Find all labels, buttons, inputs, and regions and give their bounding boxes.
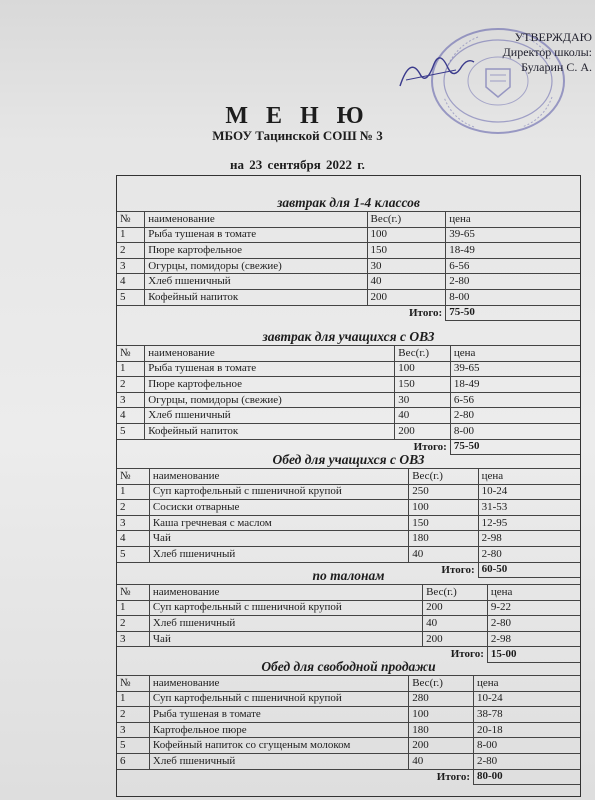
header-num: №	[117, 585, 149, 601]
approval-heading: УТВЕРЖДАЮ	[514, 30, 592, 44]
row-price: 39-65	[450, 361, 580, 377]
menu-table	[117, 584, 580, 663]
total-label: Итого:	[450, 648, 484, 661]
row-num: 3	[117, 515, 149, 531]
table-row	[117, 258, 580, 274]
row-price: 12-95	[478, 515, 580, 531]
row-dish-name: Хлеб пшеничный	[145, 408, 395, 424]
row-price: 39-65	[446, 227, 580, 243]
table-row	[117, 227, 580, 243]
row-price: 6-56	[450, 392, 580, 408]
row-dish-name: Огурцы, помидоры (свежие)	[145, 258, 367, 274]
approval-position: Директор школы:	[502, 45, 592, 59]
table-header-row	[117, 585, 580, 601]
row-num: 3	[117, 722, 149, 738]
table-header-row	[117, 469, 580, 485]
table-row	[117, 600, 580, 616]
row-dish-name: Картофельное пюре	[149, 722, 408, 738]
row-dish-name: Рыба тушеная в томате	[145, 227, 367, 243]
row-price: 2-80	[446, 274, 580, 290]
row-dish-name: Огурцы, помидоры (свежие)	[145, 392, 395, 408]
row-num: 2	[117, 377, 145, 393]
row-weight: 200	[423, 600, 488, 616]
table-row	[117, 691, 580, 707]
row-dish-name: Кофейный напиток со сгущеным молоком	[149, 738, 408, 754]
section-title: завтрак для 1-4 классов	[117, 176, 580, 212]
table-row	[117, 631, 580, 647]
header-name: наименование	[149, 469, 408, 485]
header-weight: Вес(г.)	[367, 212, 446, 228]
school-name: МБОУ Тацинской СОШ № 3	[212, 128, 383, 143]
table-row	[117, 707, 580, 723]
row-weight: 250	[409, 484, 478, 500]
row-dish-name: Сосиски отварные	[149, 500, 408, 516]
row-weight: 40	[409, 753, 474, 769]
row-weight: 40	[423, 616, 488, 632]
header-weight: Вес(г.)	[409, 676, 474, 692]
row-dish-name: Чай	[149, 531, 408, 547]
row-num: 4	[117, 531, 149, 547]
header-weight: Вес(г.)	[395, 346, 451, 362]
menu-table	[117, 211, 580, 321]
row-weight: 100	[395, 361, 451, 377]
row-price: 18-49	[450, 377, 580, 393]
section-title: по талонам	[117, 568, 580, 585]
row-dish-name: Пюре картофельное	[145, 243, 367, 259]
row-weight: 40	[367, 274, 446, 290]
row-price: 2-80	[474, 753, 581, 769]
row-num: 4	[117, 274, 145, 290]
table-header-row	[117, 346, 580, 362]
section-title: Обед для учащихся с ОВЗ	[117, 446, 580, 469]
row-weight: 200	[367, 289, 446, 305]
row-num: 3	[117, 392, 145, 408]
row-weight: 180	[409, 531, 478, 547]
total-value: 15-00	[487, 647, 580, 663]
total-value: 75-50	[446, 305, 580, 321]
row-weight: 280	[409, 691, 474, 707]
table-row	[117, 500, 580, 516]
header-num: №	[117, 676, 149, 692]
table-row	[117, 408, 580, 424]
menu-frame	[116, 175, 581, 797]
table-row	[117, 531, 580, 547]
table-row	[117, 722, 580, 738]
row-num: 1	[117, 484, 149, 500]
row-weight: 40	[395, 408, 451, 424]
row-dish-name: Рыба тушеная в томате	[149, 707, 408, 723]
row-weight: 100	[409, 500, 478, 516]
row-num: 5	[117, 289, 145, 305]
table-row	[117, 546, 580, 562]
table-row	[117, 274, 580, 290]
row-num: 3	[117, 258, 145, 274]
row-num: 4	[117, 408, 145, 424]
table-row	[117, 753, 580, 769]
row-price: 38-78	[474, 707, 581, 723]
header-price: цена	[487, 585, 580, 601]
row-weight: 150	[409, 515, 478, 531]
menu-table	[117, 675, 580, 785]
header-num: №	[117, 212, 145, 228]
menu-date: на 23 сентября 2022 г.	[230, 157, 365, 172]
row-dish-name: Хлеб пшеничный	[145, 274, 367, 290]
row-weight: 200	[395, 423, 451, 439]
table-row	[117, 738, 580, 754]
table-header-row	[117, 676, 580, 692]
row-dish-name: Пюре картофельное	[145, 377, 395, 393]
row-dish-name: Кофейный напиток	[145, 423, 395, 439]
row-price: 2-98	[487, 631, 580, 647]
total-label: Итого:	[436, 770, 470, 783]
header-num: №	[117, 346, 145, 362]
row-price: 2-98	[478, 531, 580, 547]
approval-block	[452, 30, 592, 75]
table-row	[117, 515, 580, 531]
total-value: 75-50	[450, 439, 580, 455]
row-num: 1	[117, 361, 145, 377]
row-dish-name: Суп картофельный с пшеничной крупой	[149, 600, 422, 616]
page-title: М Е Н Ю	[225, 103, 370, 129]
row-weight: 100	[409, 707, 474, 723]
header-name: наименование	[149, 585, 422, 601]
table-row	[117, 289, 580, 305]
row-weight: 200	[409, 738, 474, 754]
total-spacer	[149, 769, 408, 785]
row-price: 20-18	[474, 722, 581, 738]
row-weight: 40	[409, 546, 478, 562]
table-row	[117, 484, 580, 500]
row-price: 9-22	[487, 600, 580, 616]
header-price: цена	[478, 469, 580, 485]
row-price: 8-00	[450, 423, 580, 439]
total-value: 60-50	[478, 562, 580, 578]
header-name: наименование	[145, 346, 395, 362]
row-dish-name: Кофейный напиток	[145, 289, 367, 305]
row-dish-name: Хлеб пшеничный	[149, 616, 422, 632]
header-name: наименование	[145, 212, 367, 228]
table-row	[117, 616, 580, 632]
header-price: цена	[450, 346, 580, 362]
table-row	[117, 243, 580, 259]
row-dish-name: Каша гречневая с маслом	[149, 515, 408, 531]
row-weight: 200	[423, 631, 488, 647]
row-weight: 180	[409, 722, 474, 738]
row-price: 10-24	[478, 484, 580, 500]
row-dish-name: Суп картофельный с пшеничной крупой	[149, 691, 408, 707]
row-price: 18-49	[446, 243, 580, 259]
row-num: 5	[117, 738, 149, 754]
header-name: наименование	[149, 676, 408, 692]
row-num: 5	[117, 423, 145, 439]
header-weight: Вес(г.)	[409, 469, 478, 485]
menu-table	[117, 468, 580, 578]
row-price: 8-00	[474, 738, 581, 754]
total-label: Итого:	[413, 440, 447, 453]
row-num: 6	[117, 753, 149, 769]
row-price: 2-80	[487, 616, 580, 632]
section-title: Обед для свободной продажи	[117, 653, 580, 676]
total-row	[117, 769, 580, 785]
header-price: цена	[446, 212, 580, 228]
row-price: 2-80	[478, 546, 580, 562]
row-num: 1	[117, 227, 145, 243]
row-weight: 150	[367, 243, 446, 259]
row-dish-name: Рыба тушеная в томате	[145, 361, 395, 377]
row-num: 2	[117, 616, 149, 632]
total-spacer	[117, 769, 149, 785]
row-weight: 150	[395, 377, 451, 393]
menu-table	[117, 345, 580, 455]
row-num: 5	[117, 546, 149, 562]
row-num: 2	[117, 500, 149, 516]
row-price: 31-53	[478, 500, 580, 516]
row-price: 10-24	[474, 691, 581, 707]
total-label: Итого:	[409, 306, 443, 319]
row-num: 2	[117, 707, 149, 723]
row-dish-name: Хлеб пшеничный	[149, 753, 408, 769]
header-weight: Вес(г.)	[423, 585, 488, 601]
row-price: 8-00	[446, 289, 580, 305]
table-row	[117, 392, 580, 408]
row-num: 2	[117, 243, 145, 259]
approval-signer: Буларин С. А.	[521, 60, 592, 74]
table-row	[117, 423, 580, 439]
row-num: 1	[117, 600, 149, 616]
row-num: 3	[117, 631, 149, 647]
total-label: Итого:	[441, 563, 475, 576]
total-value: 80-00	[474, 769, 581, 785]
header-price: цена	[474, 676, 581, 692]
row-dish-name: Хлеб пшеничный	[149, 546, 408, 562]
row-weight: 30	[395, 392, 451, 408]
section-title: завтрак для учащихся с ОВЗ	[117, 311, 580, 346]
row-weight: 100	[367, 227, 446, 243]
table-row	[117, 361, 580, 377]
row-dish-name: Суп картофельный с пшеничной крупой	[149, 484, 408, 500]
row-dish-name: Чай	[149, 631, 422, 647]
table-row	[117, 377, 580, 393]
row-num: 1	[117, 691, 149, 707]
row-price: 2-80	[450, 408, 580, 424]
table-header-row	[117, 212, 580, 228]
row-price: 6-56	[446, 258, 580, 274]
header-num: №	[117, 469, 149, 485]
row-weight: 30	[367, 258, 446, 274]
